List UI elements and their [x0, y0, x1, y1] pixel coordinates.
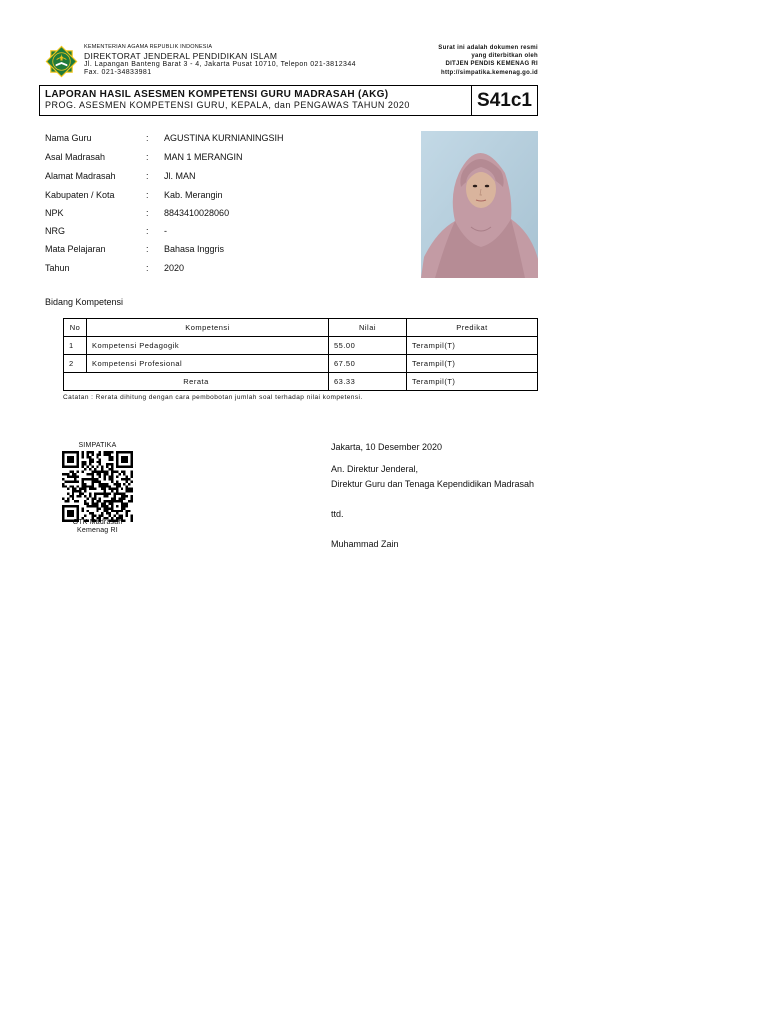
identity-label-year: Tahun	[45, 262, 70, 273]
official-notice-line-2: yang diterbitkan oleh	[471, 53, 538, 59]
competency-predicate: Terampil(T)	[407, 337, 538, 355]
table-header-row	[64, 319, 538, 337]
identity-separator: :	[146, 170, 149, 181]
identity-separator: :	[146, 262, 149, 273]
identity-separator: :	[146, 189, 149, 200]
table-average-row	[64, 373, 538, 391]
qr-top-label: SIMPATIKA	[78, 442, 117, 449]
column-header-competency: Kompetensi	[87, 319, 329, 337]
kemenag-logo-icon	[45, 45, 78, 78]
competency-score: 67.50	[329, 355, 407, 373]
identity-value-subject: Bahasa Inggris	[164, 243, 225, 254]
report-title: LAPORAN HASIL ASESMEN KOMPETENSI GURU MADRASAH (AKG)	[45, 89, 389, 100]
identity-label-name: Nama Guru	[45, 132, 92, 143]
identity-label-npk: NPK	[45, 207, 64, 218]
official-notice-issuer: DITJEN PENDIS KEMENAG RI	[445, 61, 538, 67]
identity-value-address: Jl. MAN	[164, 170, 196, 181]
identity-label-school: Asal Madrasah	[45, 151, 106, 162]
identity-value-npk: 8843410028060	[164, 207, 230, 218]
signature-place-date: Jakarta, 10 Desember 2020	[331, 441, 443, 452]
identity-label-regency: Kabupaten / Kota	[45, 189, 115, 200]
identity-value-school: MAN 1 MERANGIN	[164, 151, 243, 162]
average-score: 63.33	[329, 373, 407, 391]
qr-bottom-label-2: Kemenag RI	[77, 527, 118, 534]
competency-score: 55.00	[329, 337, 407, 355]
identity-separator: :	[146, 243, 149, 254]
directorate-name: DIREKTORAT JENDERAL PENDIDIKAN ISLAM	[84, 51, 278, 61]
qr-code-icon	[62, 451, 133, 522]
report-title-box	[39, 85, 538, 116]
competency-table	[63, 318, 538, 391]
competency-predicate: Terampil(T)	[407, 355, 538, 373]
teacher-photo	[421, 131, 538, 278]
competency-name: Kompetensi Pedagogik	[87, 337, 329, 355]
column-header-score: Nilai	[329, 319, 407, 337]
directorate-address: Jl. Lapangan Banteng Barat 3 - 4, Jakarta Pusat 10710, Telepon 021-3812344	[84, 61, 356, 68]
report-code: S41c1	[477, 89, 532, 111]
column-header-predicate: Predikat	[407, 319, 538, 337]
official-notice-line-1: Surat ini adalah dokumen resmi	[438, 45, 538, 51]
row-number: 1	[64, 337, 87, 355]
identity-separator: :	[146, 207, 149, 218]
ministry-name: KEMENTERIAN AGAMA REPUBLIK INDONESIA	[84, 44, 213, 50]
report-title-cell	[40, 86, 472, 115]
calculation-note: Catatan : Rerata dihitung dengan cara pembobotan jumlah soal terhadap nilai kompetensi.	[63, 394, 363, 401]
identity-separator: :	[146, 132, 149, 143]
column-header-no: No	[64, 319, 87, 337]
directorate-fax: Fax. 021-34833981	[84, 69, 152, 76]
average-predicate: Terampil(T)	[407, 373, 538, 391]
identity-value-year: 2020	[164, 262, 185, 273]
average-label: Rerata	[64, 373, 329, 391]
report-subtitle: PROG. ASESMEN KOMPETENSI GURU, KEPALA, dan PENGAWAS TAHUN 2020	[45, 100, 410, 110]
identity-label-address: Alamat Madrasah	[45, 170, 116, 181]
qr-bottom-label-1: GTK Madrasah	[72, 519, 123, 526]
signature-on-behalf: An. Direktur Jenderal,	[331, 463, 419, 474]
table-row	[64, 337, 538, 355]
identity-value-nrg: -	[164, 225, 167, 236]
signature-position: Direktur Guru dan Tenaga Kependidikan Madrasah	[331, 478, 534, 489]
qr-modules	[62, 451, 133, 522]
identity-label-subject: Mata Pelajaran	[45, 243, 106, 254]
competency-heading: Bidang Kompetensi	[45, 297, 124, 307]
identity-separator: :	[146, 151, 149, 162]
identity-separator: :	[146, 225, 149, 236]
identity-value-regency: Kab. Merangin	[164, 189, 223, 200]
competency-name: Kompetensi Profesional	[87, 355, 329, 373]
row-number: 2	[64, 355, 87, 373]
official-notice-url: http://simpatika.kemenag.go.id	[440, 70, 538, 76]
table-row	[64, 355, 538, 373]
signatory-name: Muhammad Zain	[331, 538, 399, 549]
identity-label-nrg: NRG	[45, 225, 65, 236]
signature-signed-mark: ttd.	[331, 508, 344, 519]
identity-value-name: AGUSTINA KURNIANINGSIH	[164, 132, 284, 143]
